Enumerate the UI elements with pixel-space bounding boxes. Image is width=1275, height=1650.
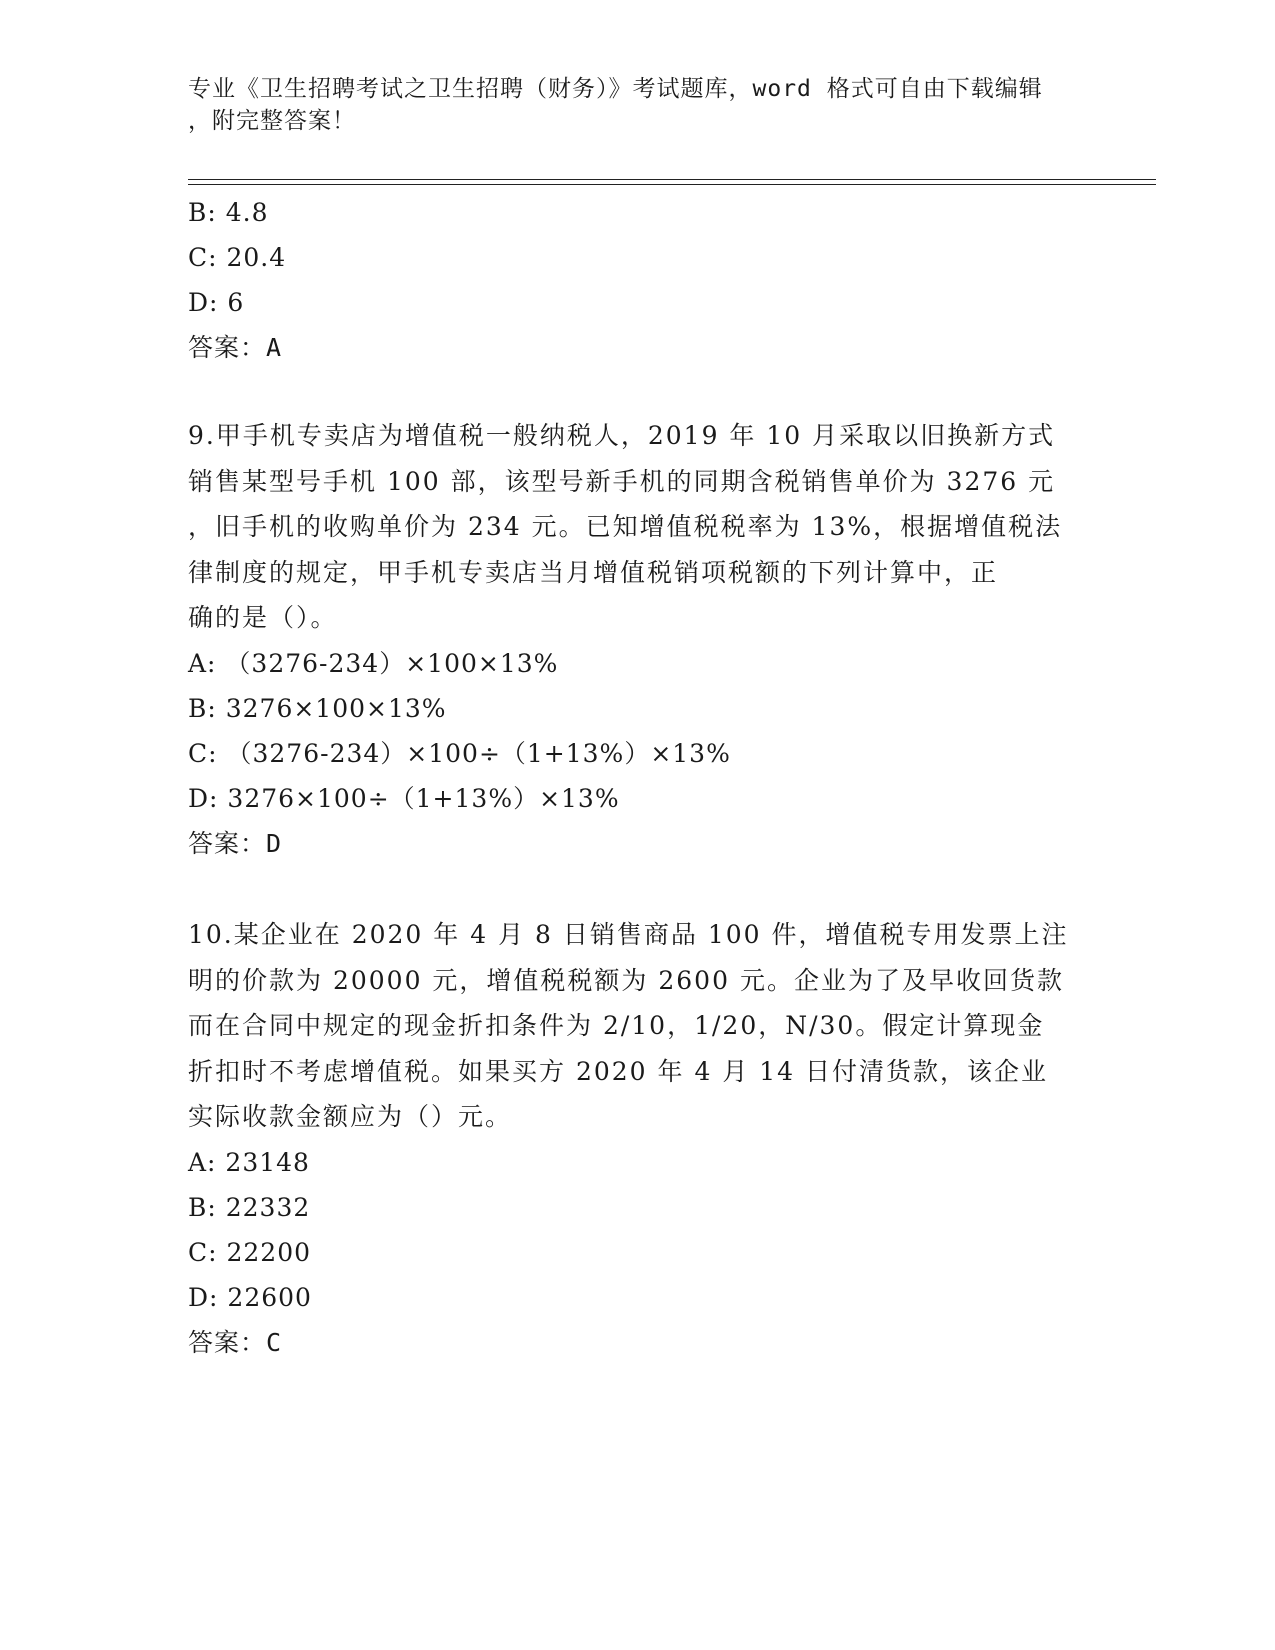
option-d: D: 3276×100÷（1+13%）×13% (188, 783, 620, 813)
prev-question (188, 190, 1088, 370)
answer-line (188, 325, 1088, 370)
answer-value: A (266, 333, 283, 362)
header-line-2: ，附完整答案！ (188, 108, 356, 134)
question-10 (188, 912, 1088, 1365)
question-line: 销售某型号手机 100 部，该型号新手机的同期含税销售单价为 3276 元 (188, 466, 1056, 496)
question-line: ，旧手机的收购单价为 234 元。已知增值税税率为 13%，根据增值税法 (188, 512, 1063, 541)
question-9 (188, 413, 1088, 866)
question-text (188, 912, 1088, 1140)
question-line: 律制度的规定，甲手机专卖店当月增值税销项税额的下列计算中，正 (188, 557, 999, 587)
question-line: 9.甲手机专卖店为增值税一般纳税人，2019 年 10 月采取以旧换新方式 (188, 421, 1056, 450)
question-line: 10.某企业在 2020 年 4 月 8 日销售商品 100 件，增值税专用发票上注 (188, 920, 1069, 949)
option-a: A: 23148 (188, 1147, 310, 1177)
question-line: 折扣时不考虑增值税。如果买方 2020 年 4 月 14 日付清货款，该企业 (188, 1056, 1049, 1086)
question-line: 确的是（）。 (188, 603, 338, 632)
question-line: 而在合同中规定的现金折扣条件为 2/10，1/20，N/30。假定计算现金 (188, 1011, 1045, 1040)
answer-value: C (266, 1327, 283, 1357)
option-c: C: （3276-234）×100÷（1+13%）×13% (188, 738, 731, 768)
option-c: C: 20.4 (188, 243, 287, 272)
answer-line (188, 1320, 1088, 1365)
answer-label: 答案： (188, 1327, 267, 1357)
question-line: 实际收款金额应为（）元。 (188, 1102, 513, 1131)
answer-label: 答案： (188, 333, 267, 362)
option-c: C: 22200 (188, 1237, 312, 1267)
header-line-1: 专业《卫生招聘考试之卫生招聘（财务）》考试题库，word 格式可自由下载编辑 (188, 76, 1043, 102)
answer-value: D (266, 828, 283, 858)
option-b: B: 22332 (188, 1192, 311, 1222)
question-line: 明的价款为 20000 元，增值税税额为 2600 元。企业为了及早收回货款 (188, 965, 1064, 995)
option-b: B: 4.8 (188, 198, 269, 227)
option-d: D: 22600 (188, 1282, 312, 1312)
answer-label: 答案： (188, 828, 267, 858)
question-text (188, 413, 1088, 641)
option-d: D: 6 (188, 288, 245, 317)
document-header (188, 73, 1088, 137)
header-divider-top (188, 179, 1156, 180)
option-a: A: （3276-234）×100×13% (188, 648, 559, 678)
answer-line (188, 821, 1088, 866)
header-divider-bottom (188, 184, 1156, 185)
option-b: B: 3276×100×13% (188, 693, 447, 723)
